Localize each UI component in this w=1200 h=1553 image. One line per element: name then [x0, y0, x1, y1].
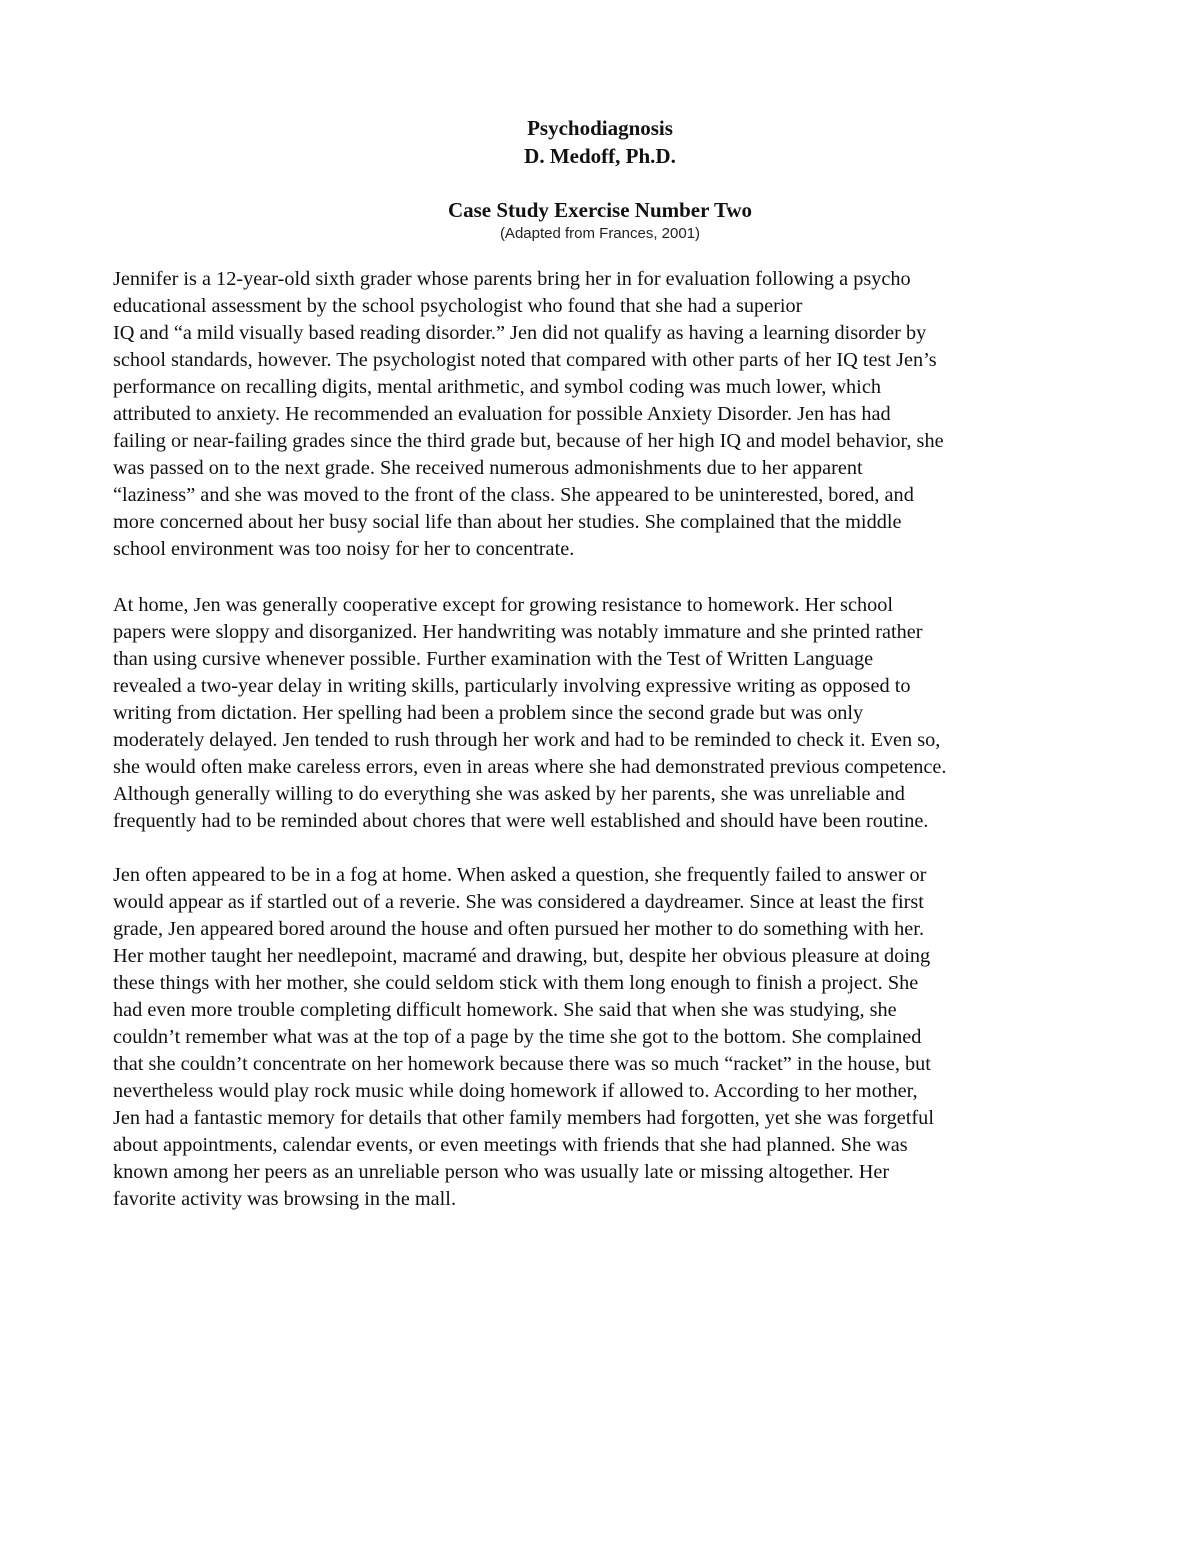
text-line: frequently had to be reminded about chores that were well established and should have been routine. — [113, 810, 929, 832]
text-line: school standards, however. The psychologist noted that compared with other parts of her IQ test Jen’s — [113, 349, 937, 371]
course-title: Psychodiagnosis — [527, 116, 673, 140]
text-line: would appear as if startled out of a reverie. She was considered a daydreamer. Since at least the first — [113, 891, 924, 913]
text-line: “laziness” and she was moved to the front of the class. She appeared to be uninterested, bored, and — [113, 484, 914, 506]
text-line: nevertheless would play rock music while doing homework if allowed to. According to her mother, — [113, 1080, 918, 1102]
text-line: had even more trouble completing difficult homework. She said that when she was studying, she — [113, 999, 897, 1021]
text-line: revealed a two-year delay in writing skills, particularly involving expressive writing as opposed to — [113, 675, 911, 697]
text-line: IQ and “a mild visually based reading disorder.” Jen did not qualify as having a learning disorder by — [113, 322, 927, 344]
exercise-title: Case Study Exercise Number Two — [447, 198, 753, 222]
text-line: Jen had a fantastic memory for details that other family members had forgotten, yet she was forgetful — [113, 1107, 934, 1129]
paragraph-3 — [113, 862, 1093, 1213]
text-line: educational assessment by the school psychologist who found that she had a superior — [113, 295, 803, 317]
text-line: these things with her mother, she could seldom stick with them long enough to finish a project. She — [113, 972, 919, 994]
text-line: Although generally willing to do everything she was asked by her parents, she was unreliable and — [113, 783, 905, 805]
text-line: Jen often appeared to be in a fog at home. When asked a question, she frequently failed to answer or — [113, 864, 927, 886]
paragraph-2 — [113, 592, 1093, 835]
text-line: grade, Jen appeared bored around the house and often pursued her mother to do something with her. — [113, 918, 925, 940]
text-line: known among her peers as an unreliable person who was usually late or missing altogether. Her — [113, 1161, 890, 1183]
text-line: about appointments, calendar events, or even meetings with friends that she had planned. She was — [113, 1134, 908, 1156]
text-line: couldn’t remember what was at the top of a page by the time she got to the bottom. She complained — [113, 1026, 922, 1048]
text-line: attributed to anxiety. He recommended an evaluation for possible Anxiety Disorder. Jen has had — [113, 403, 891, 425]
source-citation: (Adapted from Frances, 2001) — [499, 225, 701, 242]
paragraph-1 — [113, 266, 1093, 563]
text-line: than using cursive whenever possible. Further examination with the Test of Written Language — [113, 648, 874, 670]
text-line: papers were sloppy and disorganized. Her handwriting was notably immature and she printed rather — [113, 621, 923, 643]
text-line: was passed on to the next grade. She received numerous admonishments due to her apparent — [113, 457, 863, 479]
text-line: more concerned about her busy social life than about her studies. She complained that the middle — [113, 511, 902, 533]
text-line: she would often make careless errors, even in areas where she had demonstrated previous competence. — [113, 756, 947, 778]
text-line: Jennifer is a 12-year-old sixth grader whose parents bring her in for evaluation following a psycho — [113, 268, 911, 290]
text-line: moderately delayed. Jen tended to rush through her work and had to be reminded to check it. Even so, — [113, 729, 941, 751]
text-line: that she couldn’t concentrate on her homework because there was so much “racket” in the house, but — [113, 1053, 931, 1075]
text-line: performance on recalling digits, mental arithmetic, and symbol coding was much lower, which — [113, 376, 881, 398]
text-line: school environment was too noisy for her to concentrate. — [113, 538, 575, 560]
text-line: writing from dictation. Her spelling had been a problem since the second grade but was only — [113, 702, 864, 724]
author-name: D. Medoff, Ph.D. — [524, 144, 676, 168]
text-line: failing or near-failing grades since the third grade but, because of her high IQ and model behavior, she — [113, 430, 944, 452]
text-line: favorite activity was browsing in the mall. — [113, 1188, 457, 1210]
text-line: Her mother taught her needlepoint, macramé and drawing, but, despite her obvious pleasure at doing — [113, 945, 931, 967]
text-line: At home, Jen was generally cooperative except for growing resistance to homework. Her school — [113, 594, 894, 616]
